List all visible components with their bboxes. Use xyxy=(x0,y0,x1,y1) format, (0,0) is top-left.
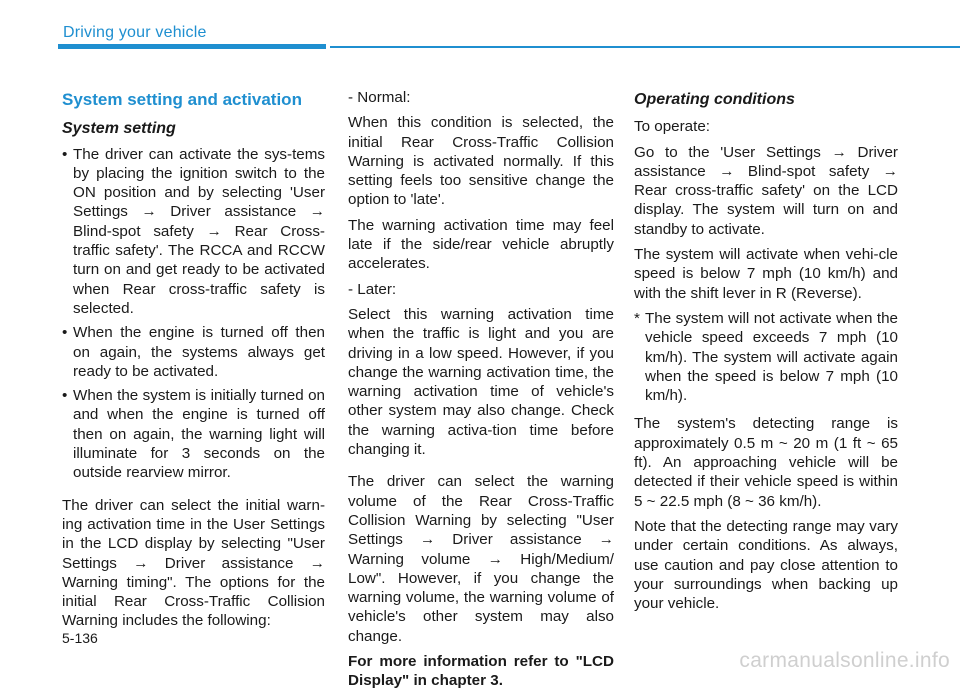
note-asterisk: * xyxy=(634,309,640,327)
bullet-item: • When the engine is turned off then on again, the systems always get ready to be activated. xyxy=(62,323,325,381)
detecting-range-text: The system's detecting range is approximately 0.5 m ~ 20 m (1 ft ~ 65 ft). An approaching vehicle will be detected if their vehicle speed is within 5 ~ 22.5 mph (8 ~ 36 km/h). xyxy=(634,415,898,510)
column-left xyxy=(62,88,325,637)
activation-condition: The system will activate when vehi-cle speed is below 7 mph (10 km/h) and with the shift lever in R (Reverse). xyxy=(634,246,898,302)
feel-late-text: The warning activation time may feel late if the side/rear vehicle abruptly accelerates. xyxy=(348,216,614,273)
normal-label: - Normal: xyxy=(348,89,411,106)
caution-text: Note that the detecting range may vary under certain conditions. As always, use caution and pay close attention to your surroundings when backing up your vehicle. xyxy=(634,517,898,613)
more-info-reference: For more information refer to "LCD Display" in chapter 3. xyxy=(348,653,614,690)
later-text: Select this warning activation time when the traffic is light and you are driving in a low speed. However, if you change the warning activation time, the warning activation time of vehicle's other system may also change. Check the warning activa-tion time before changing it. xyxy=(348,305,614,459)
note-text: The system will not activate when the vehicle speed exceeds 7 mph (10 km/h). The system will activate again when the speed is below 7 mph (10 km/h). xyxy=(645,309,898,405)
column-right xyxy=(634,88,898,619)
column-middle xyxy=(348,88,614,697)
heading-operating-conditions: Operating conditions xyxy=(634,91,795,108)
header-rule-thin xyxy=(330,46,960,48)
warning-timing-paragraph: The driver can select the initial warn-ing activation time in the User Settings in the LCD display by selecting "User Settings → Driver assistance → Warning timing". The options for the initial Rear Cross-Traffic Collision Warning includes the following: xyxy=(62,496,325,630)
to-operate-label: To operate: xyxy=(634,118,710,136)
bullet-item: • When the system is initially turned on and when the engine is turned off then on again, the warning light will illuminate for 3 seconds on the outside rearview mirror. xyxy=(62,386,325,482)
later-label: - Later: xyxy=(348,280,397,298)
page-number: 5-136 xyxy=(62,630,98,646)
heading-system-setting-activation: System setting and activation xyxy=(62,90,302,109)
section-title: Driving your vehicle xyxy=(63,24,207,41)
speed-note xyxy=(634,309,898,405)
setting-bullet-list xyxy=(62,145,325,483)
bullet-item: • The driver can activate the sys-tems by placing the ignition switch to the ON position and by selecting 'User Settings → Driver assistance → Blind-spot safety → Rear Cross-traffic safety'. The RCCA and RCCW turn on and get ready to be activated when Rear cross-traffic safety is selected. xyxy=(62,145,325,319)
warning-volume-paragraph: The driver can select the warning volume of the Rear Cross-Traffic Collision Warning by selecting "User Settings → Driver assistance → Warning volume → High/Medium/ Low". However, if you change the warning volume, the warning volume of vehicle's other system may also change. xyxy=(348,473,614,645)
operate-instructions: Go to the 'User Settings → Driver assistance → Blind-spot safety → Rear cross-traffic safety' on the LCD display. The system will turn on and standby to activate. xyxy=(634,143,898,238)
normal-text: When this condition is selected, the initial Rear Cross-Traffic Collision Warning is activated normally. If this setting feels too sensitive change the option to 'late'. xyxy=(348,114,614,209)
header-rule-thick xyxy=(58,44,326,49)
subheading-system-setting: System setting xyxy=(62,120,176,138)
watermark: carmanualsonline.info xyxy=(739,649,950,672)
